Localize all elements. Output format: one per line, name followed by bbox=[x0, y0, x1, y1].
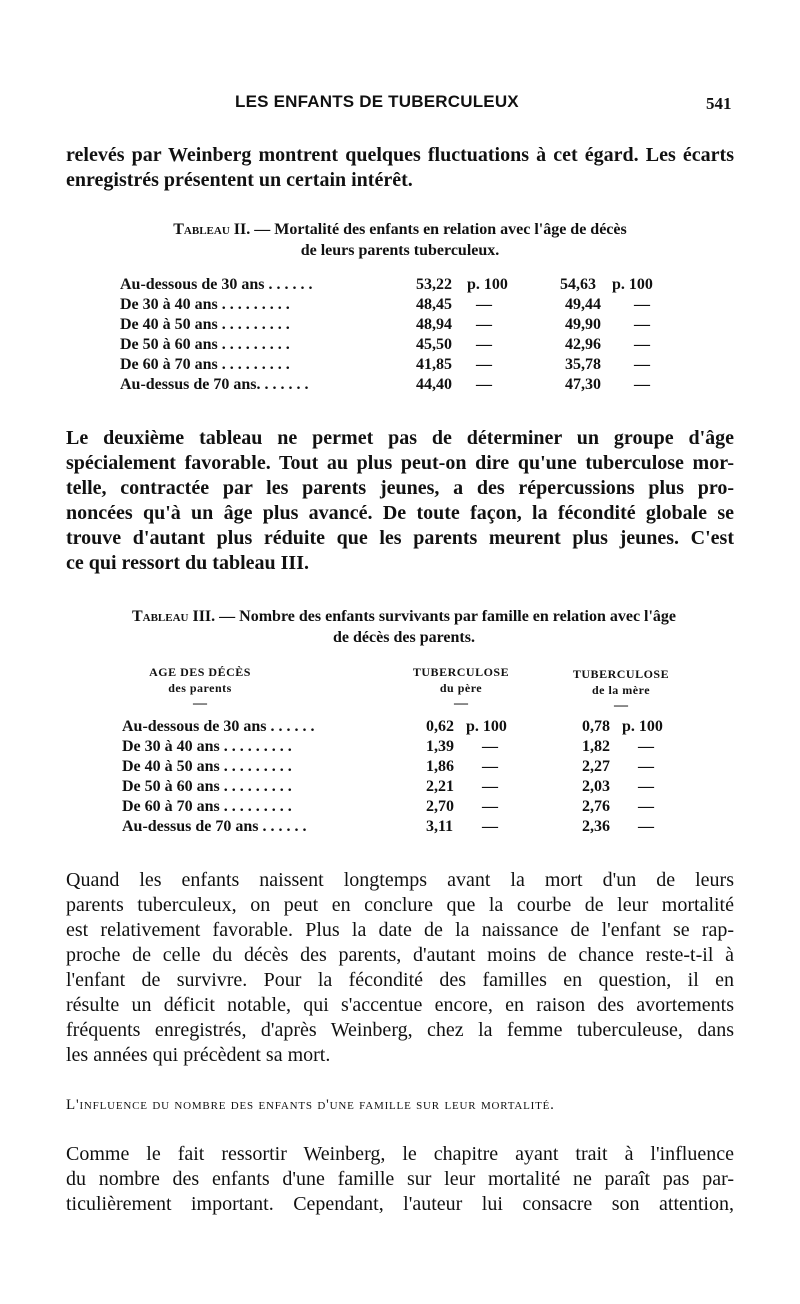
mother-value: 2,03 bbox=[582, 778, 610, 795]
page-number: 541 bbox=[706, 94, 732, 113]
paragraph-4 bbox=[66, 1142, 734, 1217]
unit: — bbox=[634, 296, 650, 313]
text-line: enregistrés présentent un certain intérêt. bbox=[66, 169, 413, 191]
age-cell: De 60 à 70 ans . . . . . . . . . bbox=[122, 798, 292, 815]
table-3-caption-text: — Nombre des enfants survivants par famille en relation avec l'âge bbox=[215, 608, 677, 625]
unit: — bbox=[634, 356, 650, 373]
unit: — bbox=[638, 798, 654, 815]
text-line: noncées qu'à un âge plus avancé. De toute façon, la fécondité globale se bbox=[66, 502, 734, 524]
text-line: spécialement favorable. Tout au plus peut-on dire qu'une tuberculose mor- bbox=[66, 452, 734, 474]
age-cell: Au-dessous de 30 ans . . . . . . bbox=[122, 718, 315, 735]
column-header-line: TUBERCULOSE bbox=[412, 665, 510, 679]
father-value: 45,50 bbox=[416, 336, 452, 353]
text-line: du nombre des enfants d'une famille sur leur mortalité ne paraît pas par- bbox=[66, 1168, 734, 1190]
text-line: résulte un déficit notable, qui s'accentue encore, en raison des avortements bbox=[66, 994, 734, 1016]
father-value: 1,86 bbox=[426, 758, 454, 775]
age-cell: Au-dessus de 70 ans . . . . . . bbox=[122, 818, 307, 835]
unit: p. 100 bbox=[467, 276, 508, 293]
father-value: 44,40 bbox=[416, 376, 452, 393]
text-line: est relativement favorable. Plus la date de la naissance de l'enfant se rap- bbox=[66, 919, 734, 941]
text-line: parents tuberculeux, on peut en conclure que la courbe de leur mortalité bbox=[66, 894, 734, 916]
mother-value: 2,36 bbox=[582, 818, 610, 835]
father-value: 53,22 bbox=[416, 276, 452, 293]
mother-value: 2,27 bbox=[582, 758, 610, 775]
page-header bbox=[0, 92, 800, 116]
table-3-caption bbox=[70, 606, 738, 648]
table-3-caption-line2: de décès des parents. bbox=[333, 629, 475, 646]
column-header-line: AGE DES DÉCÈS bbox=[149, 665, 251, 679]
unit: p. 100 bbox=[466, 718, 507, 735]
unit: — bbox=[476, 336, 492, 353]
table-3 bbox=[122, 718, 682, 842]
unit: — bbox=[476, 296, 492, 313]
unit: p. 100 bbox=[622, 718, 663, 735]
age-cell: De 40 à 50 ans . . . . . . . . . bbox=[122, 758, 292, 775]
column-header-dash: — bbox=[614, 698, 628, 713]
text-line: Quand les enfants naissent longtemps avant la mort d'un de leurs bbox=[66, 869, 734, 891]
text-line: l'enfant de survivre. Pour la fécondité des familles en question, il en bbox=[66, 969, 734, 991]
text-line: telle, contractée par les parents jeunes, a des répercussions plus pro- bbox=[66, 477, 734, 499]
text-line: relevés par Weinberg montrent quelques fluctuations à cet égard. Les écarts bbox=[66, 144, 734, 166]
column-header-father bbox=[396, 664, 526, 696]
age-cell: De 50 à 60 ans . . . . . . . . . bbox=[120, 336, 290, 353]
column-header-line: du père bbox=[439, 681, 483, 695]
unit: p. 100 bbox=[612, 276, 653, 293]
text-line: Comme le fait ressortir Weinberg, le chapitre ayant trait à l'influence bbox=[66, 1143, 734, 1165]
father-value: 48,45 bbox=[416, 296, 452, 313]
mother-value: 1,82 bbox=[582, 738, 610, 755]
text-line: proche de celle du décès des parents, d'autant moins de chance reste-t-il à bbox=[66, 944, 734, 966]
mother-value: 42,96 bbox=[565, 336, 601, 353]
age-cell: De 60 à 70 ans . . . . . . . . . bbox=[120, 356, 290, 373]
unit: — bbox=[638, 758, 654, 775]
column-header-dash: — bbox=[193, 696, 207, 711]
age-cell: De 50 à 60 ans . . . . . . . . . bbox=[122, 778, 292, 795]
table-3-label: Tableau III. bbox=[131, 608, 216, 625]
unit: — bbox=[638, 778, 654, 795]
running-title: LES ENFANTS DE TUBERCULEUX bbox=[235, 92, 519, 111]
paragraph-3 bbox=[66, 868, 734, 1068]
mother-value: 49,90 bbox=[565, 316, 601, 333]
text-line: les années qui précèdent sa mort. bbox=[66, 1044, 331, 1066]
unit: — bbox=[482, 778, 498, 795]
unit: — bbox=[638, 818, 654, 835]
column-header-age bbox=[126, 664, 274, 696]
unit: — bbox=[634, 316, 650, 333]
table-2-caption-line2: de leurs parents tuberculeux. bbox=[300, 242, 500, 259]
text-line: trouve d'autant plus réduite que les parents meurent plus jeunes. C'est bbox=[66, 527, 734, 549]
unit: — bbox=[482, 758, 498, 775]
unit: — bbox=[482, 798, 498, 815]
mother-value: 0,78 bbox=[582, 718, 610, 735]
father-value: 0,62 bbox=[426, 718, 454, 735]
column-header-line: des parents bbox=[168, 681, 232, 695]
column-header-dash: — bbox=[454, 696, 468, 711]
father-value: 48,94 bbox=[416, 316, 452, 333]
mother-value: 2,76 bbox=[582, 798, 610, 815]
unit: — bbox=[476, 316, 492, 333]
unit: — bbox=[482, 738, 498, 755]
father-value: 1,39 bbox=[426, 738, 454, 755]
mother-value: 35,78 bbox=[565, 356, 601, 373]
paragraph-1 bbox=[66, 143, 734, 193]
column-header-mother bbox=[556, 666, 686, 698]
text-line: Le deuxième tableau ne permet pas de déterminer un groupe d'âge bbox=[66, 427, 734, 449]
father-value: 2,70 bbox=[426, 798, 454, 815]
text-line: ticulièrement important. Cependant, l'auteur lui consacre son attention, bbox=[66, 1193, 734, 1215]
unit: — bbox=[634, 336, 650, 353]
unit: — bbox=[638, 738, 654, 755]
mother-value: 49,44 bbox=[565, 296, 601, 313]
table-2-caption bbox=[96, 219, 704, 261]
age-cell: Au-dessous de 30 ans . . . . . . bbox=[120, 276, 313, 293]
age-cell: De 40 à 50 ans . . . . . . . . . bbox=[120, 316, 290, 333]
column-header-line: de la mère bbox=[591, 683, 651, 697]
father-value: 3,11 bbox=[426, 818, 454, 835]
mother-value: 47,30 bbox=[565, 376, 601, 393]
age-cell: De 30 à 40 ans . . . . . . . . . bbox=[120, 296, 290, 313]
age-cell: Au-dessus de 70 ans. . . . . . . bbox=[120, 376, 309, 393]
table-2-label: Tableau II. bbox=[173, 221, 251, 238]
table-2 bbox=[120, 276, 680, 400]
unit: — bbox=[482, 818, 498, 835]
unit: — bbox=[476, 376, 492, 393]
text-line: fréquents enregistrés, d'après Weinberg, chez la femme tuberculeuse, dans bbox=[66, 1019, 734, 1041]
mother-value: 54,63 bbox=[560, 276, 596, 293]
table-2-caption-text: — Mortalité des enfants en relation avec l'âge de décès bbox=[250, 221, 627, 238]
unit: — bbox=[634, 376, 650, 393]
age-cell: De 30 à 40 ans . . . . . . . . . bbox=[122, 738, 292, 755]
unit: — bbox=[476, 356, 492, 373]
section-heading: L'influence du nombre des enfants d'une famille sur leur mortalité. bbox=[66, 1097, 555, 1113]
father-value: 2,21 bbox=[426, 778, 454, 795]
text-line: ce qui ressort du tableau III. bbox=[66, 552, 309, 574]
column-header-line: TUBERCULOSE bbox=[572, 667, 670, 681]
paragraph-2 bbox=[66, 426, 734, 576]
father-value: 41,85 bbox=[416, 356, 452, 373]
